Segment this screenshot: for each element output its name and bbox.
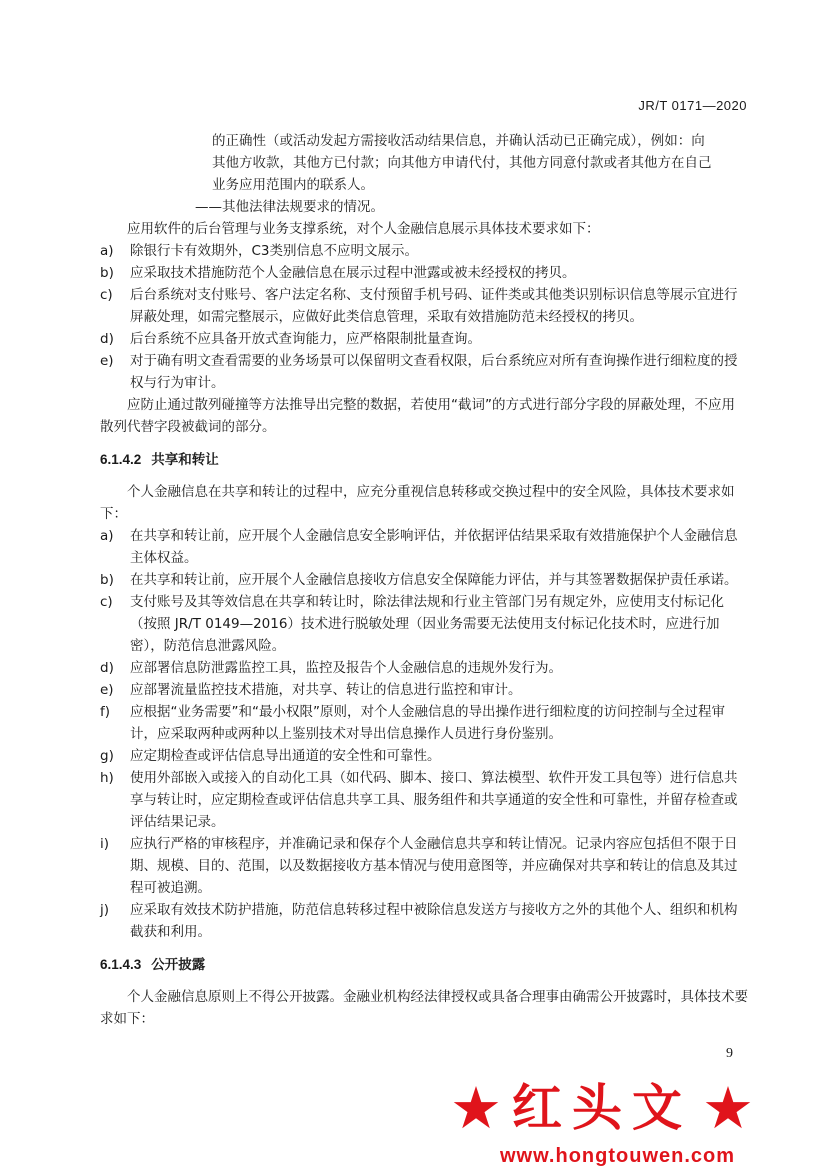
backend-requirements-list <box>100 240 748 394</box>
sharing-intro: 个人金融信息在共享和转让的过程中，应充分重视信息转移或交换过程中的安全风险，具体技术要求如下： <box>100 484 735 522</box>
list-text: 使用外部嵌入或接入的自动化工具（如代码、脚本、接口、算法模型、软件开发工具包等）进行信息共享与转让时，应定期检查或评估信息共享工具、服务组件和共享通道的安全性和可靠性，并留存检查或评估结果记录。 <box>130 770 738 830</box>
section-heading-disclosure <box>100 954 748 976</box>
list-marker: c) <box>100 594 113 610</box>
list-text: 支付账号及其等效信息在共享和转让时，除法律法规和行业主管部门另有规定外，应使用支付标记化（按照 JR/T 0149—2016）技术进行脱敏处理（因业务需要无法使用支付标记化技术时，应进行加密），防范信息泄露风险。 <box>130 594 724 654</box>
sharing-requirements-list <box>100 525 748 943</box>
list-marker: e) <box>100 682 114 698</box>
list-item <box>100 833 748 899</box>
list-text: 应部署流量监控技术措施，对共享、转让的信息进行监控和审计。 <box>130 682 522 698</box>
watermark <box>0 1075 827 1170</box>
list-text: 应执行严格的审核程序，并准确记录和保存个人金融信息共享和转让情况。记录内容应包括但不限于日期、规模、目的、范围，以及数据接收方基本情况与使用意图等，并应确保对共享和转让的信息及其过程可被追溯。 <box>130 836 738 896</box>
section-number: 6.1.4.3 <box>100 957 142 972</box>
intro-continuation-line: 业务应用范围内的联系人。 <box>212 177 374 193</box>
list-marker: d) <box>100 331 114 347</box>
watermark-url: www.hongtouwen.com <box>500 1145 736 1167</box>
list-item <box>100 240 748 262</box>
list-item <box>100 284 748 328</box>
list-text: 后台系统对支付账号、客户法定名称、支付预留手机号码、证件类或其他类识别标识信息等展示宜进行屏蔽处理，如需完整展示，应做好此类信息管理，采取有效措施防范未经授权的拷贝。 <box>130 287 738 325</box>
list-marker: g) <box>100 748 114 764</box>
list-marker: e) <box>100 353 114 369</box>
list-text: 应采取有效技术防护措施，防范信息转移过程中被除信息发送方与接收方之外的其他个人、组织和机构截获和利用。 <box>130 902 738 940</box>
list-marker: b) <box>100 572 114 588</box>
star-icon: ★ <box>450 1074 502 1142</box>
section-title: 共享和转让 <box>151 452 219 468</box>
list-text: 在共享和转让前，应开展个人金融信息安全影响评估，并依据评估结果采取有效措施保护个人金融信息主体权益。 <box>130 528 738 566</box>
list-text: 除银行卡有效期外，C3类别信息不应明文展示。 <box>130 243 419 259</box>
intro-continuation-line: 的正确性（或活动发起方需接收活动结果信息，并确认活动已正确完成），例如：向 <box>212 133 705 149</box>
list-item <box>100 657 748 679</box>
list-marker: h) <box>100 770 114 786</box>
list-item <box>100 569 748 591</box>
list-text: 应采取技术措施防范个人金融信息在展示过程中泄露或被未经授权的拷贝。 <box>130 265 576 281</box>
watermark-brand-text: 红头文 <box>512 1079 692 1137</box>
list-item <box>100 899 748 943</box>
section-title: 公开披露 <box>151 957 206 973</box>
document-body <box>100 130 748 1030</box>
dash-list-item: ——其他法律法规要求的情况。 <box>195 199 384 215</box>
list-text: 后台系统不应具备开放式查询能力，应严格限制批量查询。 <box>130 331 481 347</box>
star-icon: ★ <box>702 1074 754 1142</box>
list-marker: c) <box>100 287 113 303</box>
page-header-standard-code: JR/T 0171—2020 <box>638 98 747 113</box>
backend-intro: 应用软件的后台管理与业务支撑系统，对个人金融信息展示具体技术要求如下： <box>127 221 600 237</box>
disclosure-intro: 个人金融信息原则上不得公开披露。金融业机构经法律授权或具备合理事由确需公开披露时，具体技术要求如下： <box>100 989 748 1027</box>
list-text: 应定期检查或评估信息导出通道的安全性和可靠性。 <box>130 748 441 764</box>
list-marker: i) <box>100 836 110 852</box>
list-marker: b) <box>100 265 114 281</box>
list-item <box>100 525 748 569</box>
list-text: 应部署信息防泄露监控工具，监控及报告个人金融信息的违规外发行为。 <box>130 660 562 676</box>
list-item <box>100 679 748 701</box>
list-item <box>100 767 748 833</box>
section-number: 6.1.4.2 <box>100 452 142 467</box>
list-marker: a) <box>100 528 114 544</box>
page-number: 9 <box>726 1046 733 1061</box>
section-heading-sharing <box>100 449 748 471</box>
list-item <box>100 591 748 657</box>
list-item <box>100 350 748 394</box>
list-item <box>100 262 748 284</box>
list-text: 应根据“业务需要”和“最小权限”原则，对个人金融信息的导出操作进行细粒度的访问控制与全过程审计，应采取两种或两种以上鉴别技术对导出信息操作人员进行身份鉴别。 <box>130 704 725 742</box>
list-item <box>100 701 748 745</box>
watermark-brand <box>450 1074 754 1142</box>
list-marker: a) <box>100 243 114 259</box>
list-marker: j) <box>100 902 110 918</box>
list-marker: f) <box>100 704 111 720</box>
list-marker: d) <box>100 660 114 676</box>
list-text: 在共享和转让前，应开展个人金融信息接收方信息安全保障能力评估，并与其签署数据保护责任承诺。 <box>130 572 738 588</box>
hash-paragraph: 应防止通过散列碰撞等方法推导出完整的数据，若使用“截词”的方式进行部分字段的屏蔽处理，不应用散列代替字段被截词的部分。 <box>100 397 735 435</box>
list-item <box>100 328 748 350</box>
list-item <box>100 745 748 767</box>
list-text: 对于确有明文查看需要的业务场景可以保留明文查看权限，后台系统应对所有查询操作进行细粒度的授权与行为审计。 <box>130 353 738 391</box>
intro-continuation-line: 其他方收款，其他方已付款；向其他方申请代付，其他方同意付款或者其他方在自己 <box>212 155 712 171</box>
